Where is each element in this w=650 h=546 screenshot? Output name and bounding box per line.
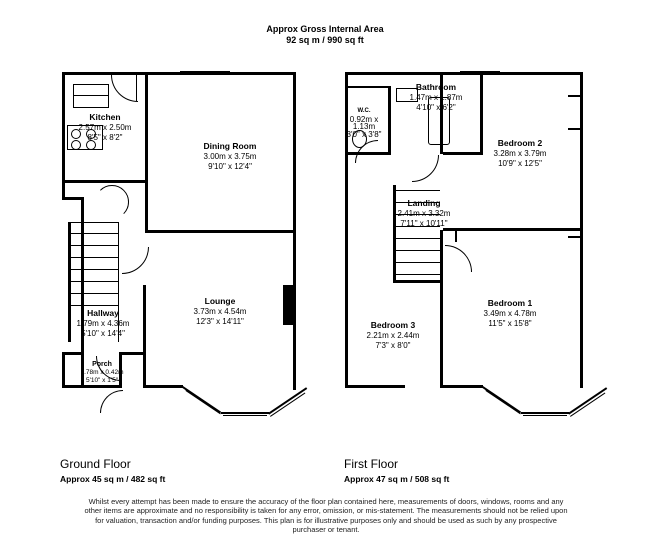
kitchen-fixture xyxy=(73,95,109,96)
wall xyxy=(119,352,145,355)
door-leaf xyxy=(136,75,137,101)
wall xyxy=(145,230,296,233)
wall xyxy=(62,385,122,388)
room-landing: Landing 2.41m x 3.32m 7'11" x 10'11" xyxy=(397,198,451,228)
wall xyxy=(62,180,148,183)
wall xyxy=(143,285,146,287)
wall xyxy=(440,230,443,388)
wall xyxy=(293,72,296,232)
door-swing-icon xyxy=(100,390,123,413)
wall xyxy=(345,72,583,75)
door-swing-icon xyxy=(445,245,472,272)
door-swing-icon xyxy=(122,247,149,274)
window xyxy=(512,228,527,230)
room-bedroom-1: Bedroom 1 3.49m x 4.78m 11'5" x 15'8" xyxy=(483,298,537,328)
gross-area-label: Approx Gross Internal Area xyxy=(266,24,384,34)
door-swing-icon xyxy=(111,75,138,102)
wall xyxy=(345,385,405,388)
first-floor-area: Approx 47 sq m / 508 sq ft xyxy=(344,474,450,484)
room-hallway: Hallway 1.79m x 4.36m 5'10" x 14'4" xyxy=(76,308,130,338)
room-bedroom-3: Bedroom 3 2.21m x 2.44m 7'3" x 8'0" xyxy=(366,320,420,350)
room-bedroom-2: Bedroom 2 3.28m x 3.79m 10'9" x 12'5" xyxy=(493,138,547,168)
wall xyxy=(293,230,296,290)
room-bathroom: Bathroom 1.47m x 1.87m 4'10" x 6'2" xyxy=(409,82,463,112)
wall xyxy=(293,325,296,390)
ground-floor-area: Approx 45 sq m / 482 sq ft xyxy=(60,474,166,484)
page-title xyxy=(0,24,650,46)
window xyxy=(568,236,583,238)
wall xyxy=(145,72,148,232)
window xyxy=(455,228,457,242)
ground-floor-title: Ground Floor xyxy=(60,457,131,471)
wall xyxy=(393,280,443,283)
window xyxy=(180,71,230,72)
room-wc: W.C. 0.92m x 1.13m 3'0" x 3'8" xyxy=(346,108,382,139)
disclaimer-text: Whilst every attempt has been made to ensure the accuracy of the floor plan contained here, measurements of doors, windows, rooms and any other items are approximate and no responsibility is taken for any error, omission, or mis-statement. The measurements should not be relied upon for valuation, transaction and/or funding purposes. This plan is for illustrative purposes only and should be used as such by any prospective purchaser or tenant. xyxy=(84,497,568,535)
first-floor-title: First Floor xyxy=(344,457,398,471)
chimney-breast xyxy=(283,285,296,325)
door-swing-icon xyxy=(412,155,439,182)
wall xyxy=(443,385,483,388)
window xyxy=(568,128,583,130)
gross-area-value: 92 sq m / 990 sq ft xyxy=(286,35,364,45)
wall xyxy=(62,352,84,355)
wall xyxy=(62,72,296,75)
wall xyxy=(143,385,183,388)
window xyxy=(460,71,500,72)
window xyxy=(568,95,583,97)
room-porch: Porch 1.78m x 0.42m 5'10" x 1'5" xyxy=(80,361,124,384)
room-kitchen: Kitchen 2.57m x 2.50m 8'5" x 8'2" xyxy=(78,112,132,142)
kitchen-sink-icon xyxy=(73,84,109,108)
room-dining: Dining Room 3.00m x 3.75m 9'10" x 12'4" xyxy=(203,141,257,171)
room-lounge: Lounge 3.73m x 4.54m 12'3" x 14'11" xyxy=(193,296,247,326)
